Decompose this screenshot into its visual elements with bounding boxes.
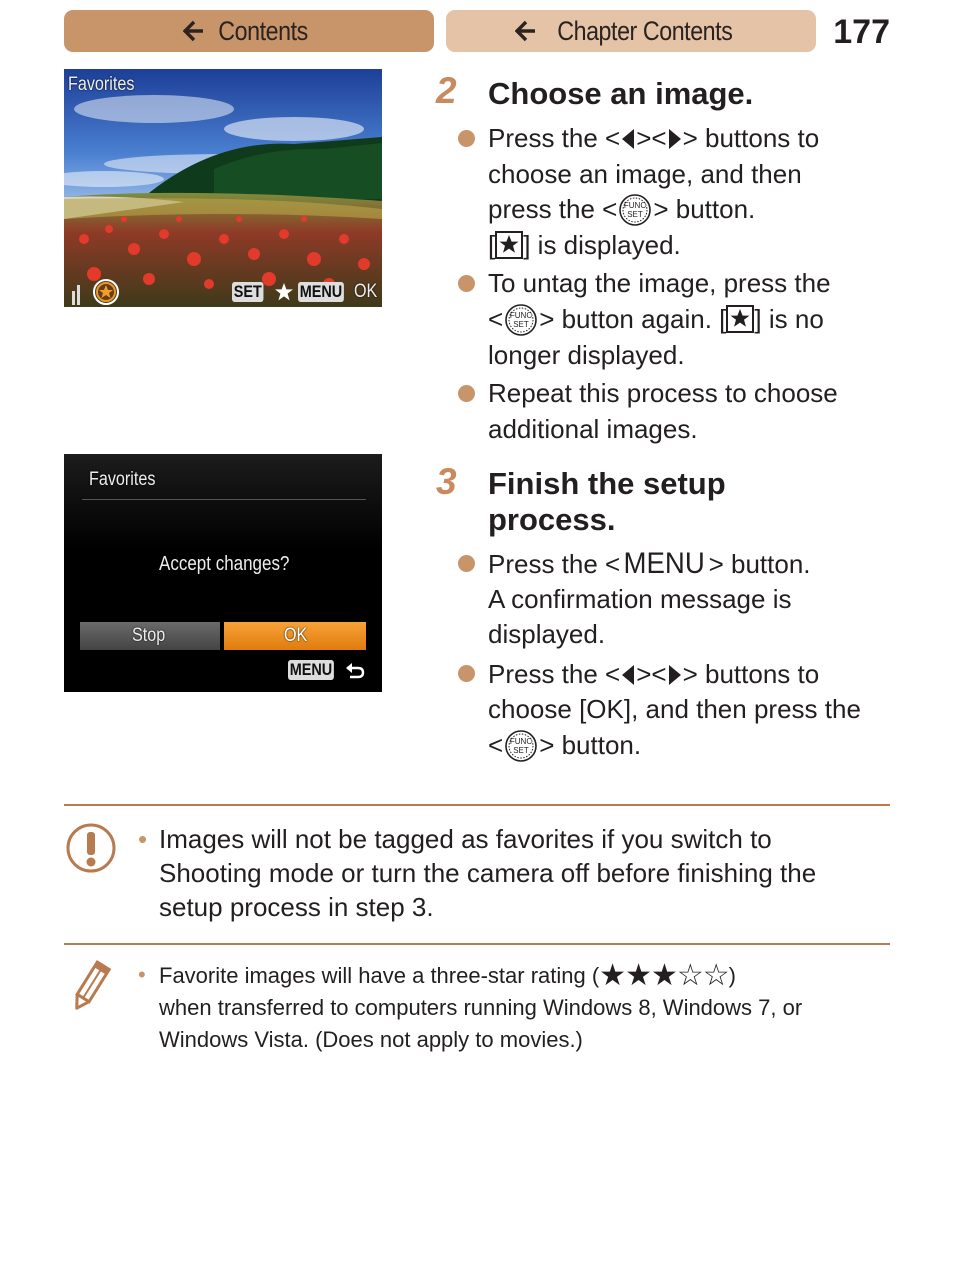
divider: [64, 804, 890, 806]
step-heading: Choose an image.: [488, 76, 754, 111]
chapter-contents-button[interactable]: [446, 10, 816, 52]
func-set-button-icon: [504, 303, 538, 337]
text: press the <: [488, 194, 618, 224]
star-box-icon: [726, 305, 754, 333]
caution-line2: Shooting mode or turn the camera off before finishing the: [159, 858, 817, 888]
func-set-button-icon: [504, 729, 538, 763]
flower-field-photo: [64, 69, 382, 307]
step3-bullet1-line1: [488, 546, 811, 583]
text: > button again. [: [539, 304, 727, 334]
camera-screen-accept-changes: [64, 454, 382, 692]
text: > buttons to: [682, 659, 820, 689]
pencil-icon: [66, 960, 114, 1014]
stop-label: Stop: [132, 625, 166, 646]
svg-text:SET: SET: [627, 210, 644, 219]
screen-title: Favorites: [68, 74, 135, 95]
step2-bullet2-line2: [488, 302, 824, 338]
text: > button.: [653, 194, 756, 224]
camera-screen-favorites-photo: [64, 69, 382, 307]
text: ><: [636, 123, 667, 153]
step3-bullet2-line1: [488, 657, 819, 693]
menu-label: MENU: [289, 660, 333, 679]
set-label: SET: [233, 282, 262, 301]
func-set-button-icon: [618, 193, 652, 227]
right-triangle-icon: [667, 128, 683, 150]
text: Press the <: [488, 659, 621, 689]
divider: [64, 943, 890, 945]
text: ] is displayed.: [523, 230, 681, 260]
caution-line1: Images will not be tagged as favorites if you switch to: [159, 824, 772, 854]
ok-button[interactable]: [224, 622, 366, 650]
contents-label: Contents: [218, 15, 308, 46]
step-heading-line2: process.: [488, 502, 616, 537]
text: <: [488, 304, 504, 334]
left-triangle-icon: [620, 128, 636, 150]
star-box-icon: [495, 231, 523, 259]
text: <: [488, 730, 504, 760]
step2-bullet3-line1: Repeat this process to choose: [488, 378, 838, 408]
text: > button.: [708, 549, 811, 579]
bullet-icon: [458, 275, 478, 295]
step-number: 2: [436, 70, 457, 111]
bullet-icon: [458, 555, 478, 575]
bullet-icon: [458, 385, 478, 405]
caution-line3: setup process in step 3.: [159, 892, 434, 922]
contents-button[interactable]: [64, 10, 434, 52]
step2-bullet1-line1: [488, 121, 819, 157]
favorite-tag-icon: [72, 279, 134, 307]
text: Press the <: [488, 123, 621, 153]
step2-bullet1-line2: choose an image, and then: [488, 159, 802, 189]
left-triangle-icon: [620, 664, 636, 686]
step2-bullet1-line4: [488, 228, 681, 264]
text: > buttons to: [682, 123, 820, 153]
ok-button-label: OK: [284, 625, 308, 646]
stop-button[interactable]: [80, 622, 220, 650]
menu-button-label: MENU: [623, 547, 706, 580]
svg-text:SET: SET: [513, 320, 529, 329]
svg-text:SET: SET: [513, 746, 529, 755]
three-star-rating: ★★★☆☆: [599, 958, 729, 993]
memo-line3: Windows Vista. (Does not apply to movies.): [159, 1027, 583, 1052]
left-arrow-icon: [515, 20, 537, 42]
memo-line2: when transferred to computers running Windows 8, Windows 7, or: [159, 995, 803, 1020]
step3-bullet1-line3: displayed.: [488, 619, 606, 649]
text: ] is no: [754, 304, 824, 334]
memo-line1: [159, 960, 736, 992]
bullet: •: [138, 962, 146, 987]
bullet: •: [138, 824, 148, 854]
bullet-icon: [458, 665, 478, 685]
page-number: 177: [833, 13, 890, 51]
text: Favorite images will have a three-star rating (: [159, 963, 600, 988]
star-icon: [274, 282, 294, 302]
step2-bullet2-line3: longer displayed.: [488, 340, 685, 370]
svg-text:FUNC: FUNC: [510, 311, 533, 320]
left-arrow-icon: [183, 20, 205, 42]
menu-label: MENU: [299, 282, 343, 301]
dialog-title: Favorites: [89, 469, 156, 490]
step-number: 3: [436, 461, 457, 502]
step2-bullet3-line2: additional images.: [488, 414, 698, 444]
text: ><: [636, 659, 667, 689]
ok-label: OK: [354, 281, 378, 302]
return-icon: [344, 660, 366, 680]
right-triangle-icon: [667, 664, 683, 686]
step2-bullet2-line1: To untag the image, press the: [488, 268, 831, 298]
step3-bullet1-line2: A confirmation message is: [488, 584, 792, 614]
dialog-message: Accept changes?: [159, 553, 290, 575]
step-heading-line1: Finish the setup: [488, 466, 726, 501]
text: Press the <: [488, 549, 621, 579]
text: ): [728, 963, 736, 988]
svg-text:FUNC: FUNC: [624, 201, 647, 210]
svg-text:FUNC: FUNC: [510, 737, 533, 746]
step3-bullet2-line3: [488, 728, 641, 764]
step2-bullet1-line3: [488, 192, 755, 228]
text: [: [488, 230, 496, 260]
bullet-icon: [458, 130, 478, 150]
text: > button.: [539, 730, 642, 760]
step3-bullet2-line2: choose [OK], and then press the: [488, 694, 861, 724]
chapter-contents-label: Chapter Contents: [557, 15, 733, 46]
exclamation-circle-icon: [65, 822, 117, 874]
